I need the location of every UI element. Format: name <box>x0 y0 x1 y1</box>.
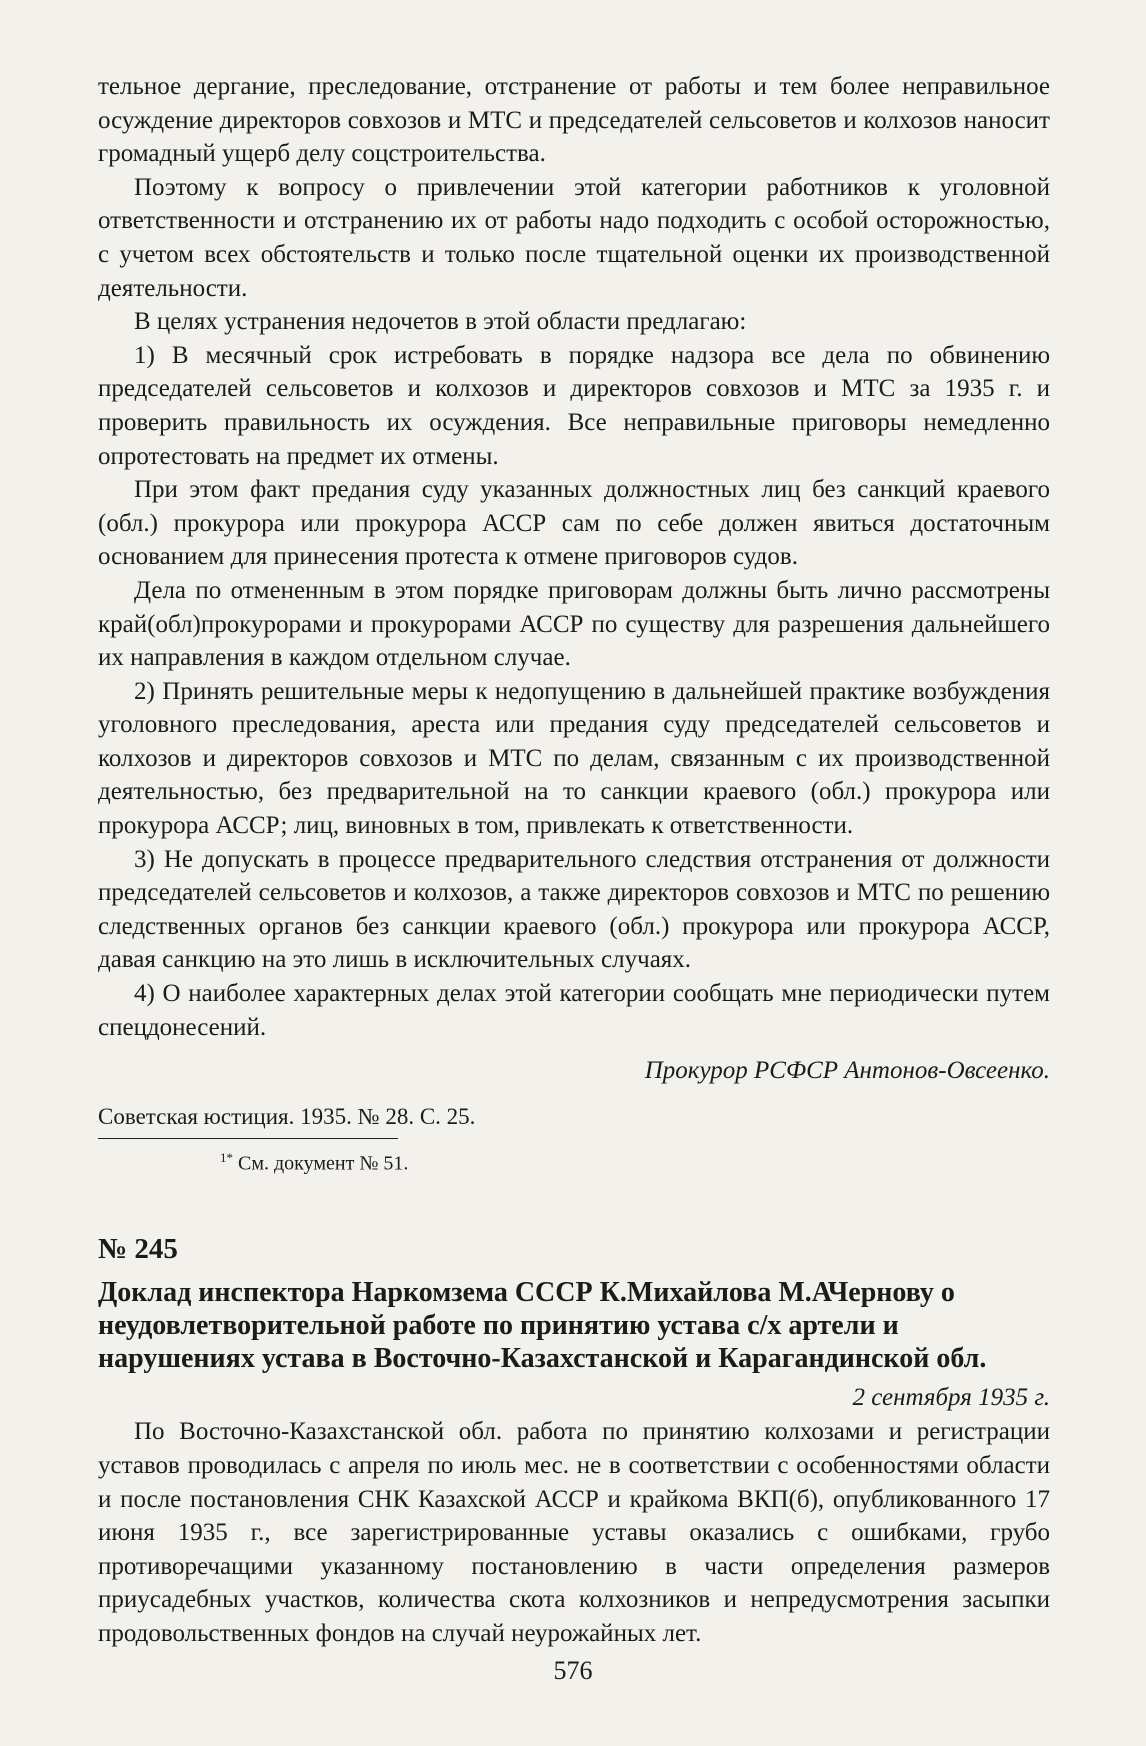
footnote-mark: 1* <box>220 1149 233 1165</box>
document-title: Доклад инспектора Наркомзема СССР К.Михайлова М.АЧернову о неудовлетворительной работе по принятию устава с/х артели и нарушениях устава в Восточно-Казахстанской и Карагандинской обл. <box>98 1277 987 1375</box>
list-item-1: 1) В месячный срок истребовать в порядке надзора все дела по обвинению председателей сельсоветов и колхозов и директоров совхозов и МТС за 1935 г. и проверить правильность их осуждения. Все неправильные приговоры немедленно опротестовать на предмет их отмены. <box>98 341 1050 470</box>
list-item-4: 4) О наиболее характерных делах этой категории сообщать мне периодически путем спецдонесений. <box>98 980 1050 1041</box>
footnote-divider <box>98 1138 398 1139</box>
signature: Прокурор РСФСР Антонов-Овсеенко. <box>644 1057 1050 1085</box>
page-number: 576 <box>553 1656 593 1685</box>
paragraph: В целях устранения недочетов в этой области предлагаю: <box>134 308 747 336</box>
source-citation: Советская юстиция. 1935. № 28. С. 25. <box>98 1103 476 1129</box>
paragraph: Поэтому к вопросу о привлечении этой категории работников к уголовной ответственности и отстранению их от работы надо подходить с особой осторожностью, с учетом всех обстоятельств и только после тщательной оценки их производственной деятельности. <box>98 173 1050 302</box>
paragraph: Дела по отмененным в этом порядке приговорам должны быть лично рассмотрены край(обл)прокурорами и прокурорами АССР по существу для разрешения дальнейшего их направления в каждом отдельном случае. <box>98 576 1050 672</box>
footnote-text: См. документ № 51. <box>233 1152 409 1175</box>
list-item-3: 3) Не допускать в процессе предварительного следствия отстранения от должности председателей сельсоветов и колхозов, а также директоров совхозов и МТС по решению следственных органов без санкции краевого (обл.) прокурора или прокурора АССР, давая санкцию на это лишь в исключительных случаях. <box>98 845 1050 974</box>
footnote <box>220 1145 1050 1177</box>
paragraph: По Восточно-Казахстанской обл. работа по принятию колхозами и регистрации уставов проводилась с апреля по июль мес. не в соответствии с особенностями области и после постановления СНК Казахской АССР и крайкома ВКП(б), опубликованного 17 июня 1935 г., все зарегистрированные уставы оказались с ошибками, грубо противоречащими указанному постановлению в части определения размеров приусадебных участков, количества скота колхозников и непредусмотрения засыпки продовольственных фондов на случай неурожайных лет. <box>98 1418 1050 1648</box>
document-number: № 245 <box>98 1233 178 1266</box>
document-date: 2 сентября 1935 г. <box>852 1384 1050 1412</box>
paragraph: При этом факт предания суду указанных должностных лиц без санкций краевого (обл.) прокурора или прокурора АССР сам по себе должен явиться достаточным основанием для принесения протеста к отмене приговоров судов. <box>98 476 1050 571</box>
paragraph-continuation: тельное дергание, преследование, отстранение от работы и тем более неправильное осуждение директоров совхозов и МТС и председателей сельсоветов и колхозов наносит громадный ущерб делу соцстроительства. <box>98 73 1050 168</box>
list-item-2: 2) Принять решительные меры к недопущению в дальнейшей практике возбуждения уголовного преследования, ареста или предания суду председателей сельсоветов и колхозов и директоров совхозов и МТС по делам, связанным с их производственной деятельностью, без предварительной на то санкции краевого (обл.) прокурора или прокурора АССР; лиц, виновных в том, привлекать к ответственности. <box>98 677 1050 840</box>
